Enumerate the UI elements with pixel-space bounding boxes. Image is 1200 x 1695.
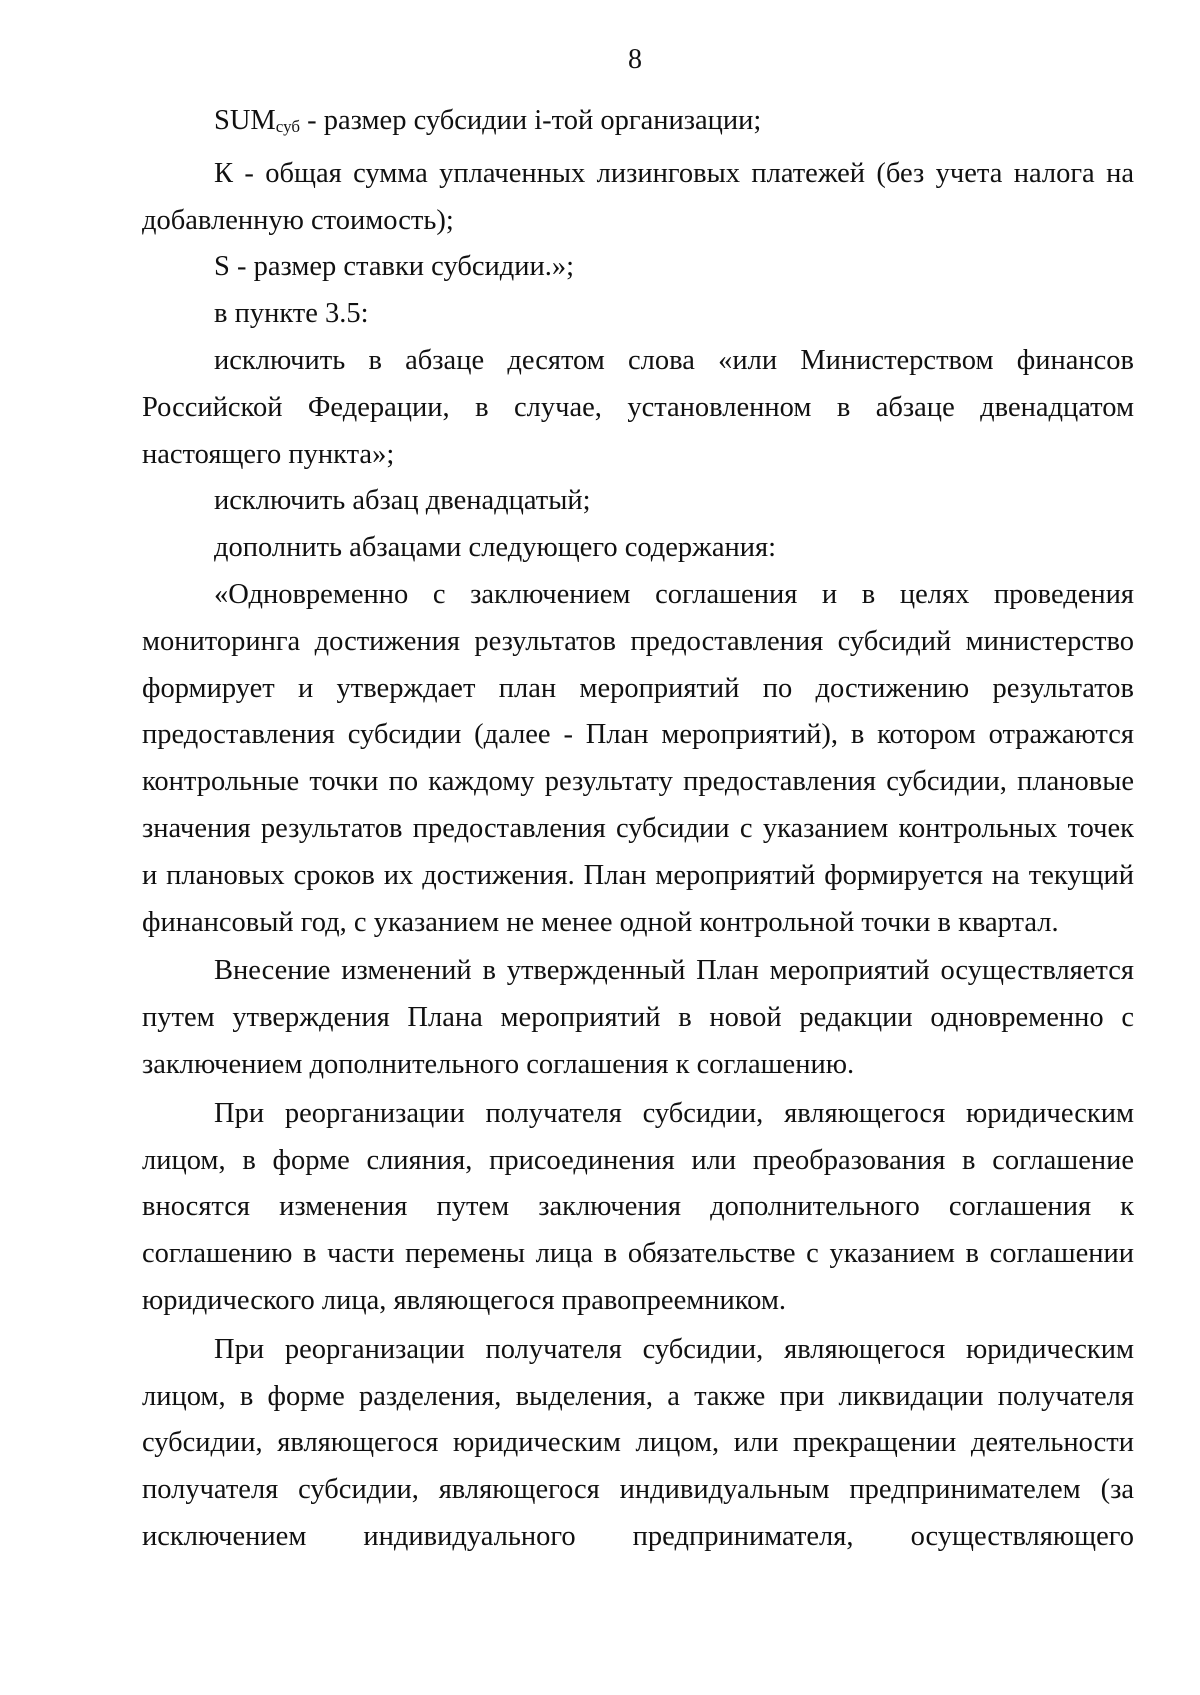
paragraph-exclude-twelfth: исключить абзац двенадцатый;	[214, 485, 591, 517]
paragraph-k-definition: К - общая сумма уплаченных лизинговых платежей (без учета налога на добавленную стоимость);	[142, 157, 1134, 236]
paragraph-clause-reference: в пункте 3.5:	[214, 298, 369, 330]
paragraph-action-plan: «Одновременно с заключением соглашения и в целях проведения мониторинга достижения результатов предоставления субсидий министерство формирует и утверждает план мероприятий по достижению результатов предоставления субсидии (далее - План мероприятий), в котором отражаются контрольные точки по каждому результату предоставления субсидии, плановые значения результатов предоставления субсидии с указанием контрольных точек и плановых сроков их достижения. План мероприятий формируется на текущий финансовый год, с указанием не менее одной контрольной точки в квартал.	[142, 578, 1134, 938]
sum-subscript: суб	[275, 117, 301, 136]
paragraph-sum-definition	[142, 98, 1134, 151]
sum-symbol: SUM	[214, 105, 276, 136]
paragraph-plan-amendments: Внесение изменений в утвержденный План мероприятий осуществляется путем утверждения Плана мероприятий в новой редакции одновременно с заключением дополнительного соглашения к соглашению.	[142, 955, 1134, 1080]
paragraph-reorganization-merger: При реорганизации получателя субсидии, являющегося юридическим лицом, в форме слияния, присоединения или преобразования в соглашение вносятся изменения путем заключения дополнительного соглашения к соглашению в части перемены лица в обязательстве с указанием в соглашении юридического лица, являющегося правопреемником.	[142, 1097, 1134, 1316]
page-number: 8	[628, 44, 642, 75]
sum-definition-text: - размер субсидии i-той организации;	[300, 105, 762, 136]
paragraph-reorganization-division: При реорганизации получателя субсидии, являющегося юридическим лицом, в форме разделения, выделения, а также при ликвидации получателя субсидии, являющегося юридическим лицом, или прекращении деятельности получателя субсидии, являющегося индивидуальным предпринимателем (за исключением индивидуального предпринимателя, осуществляющего	[142, 1333, 1134, 1552]
document-body	[142, 98, 1134, 1561]
paragraph-s-definition: S - размер ставки субсидии.»;	[214, 251, 575, 283]
paragraph-supplement-intro: дополнить абзацами следующего содержания:	[214, 532, 777, 564]
paragraph-exclude-words: исключить в абзаце десятом слова «или Министерством финансов Российской Федерации, в случае, установленном в абзаце двенадцатом настоящего пункта»;	[142, 344, 1134, 470]
